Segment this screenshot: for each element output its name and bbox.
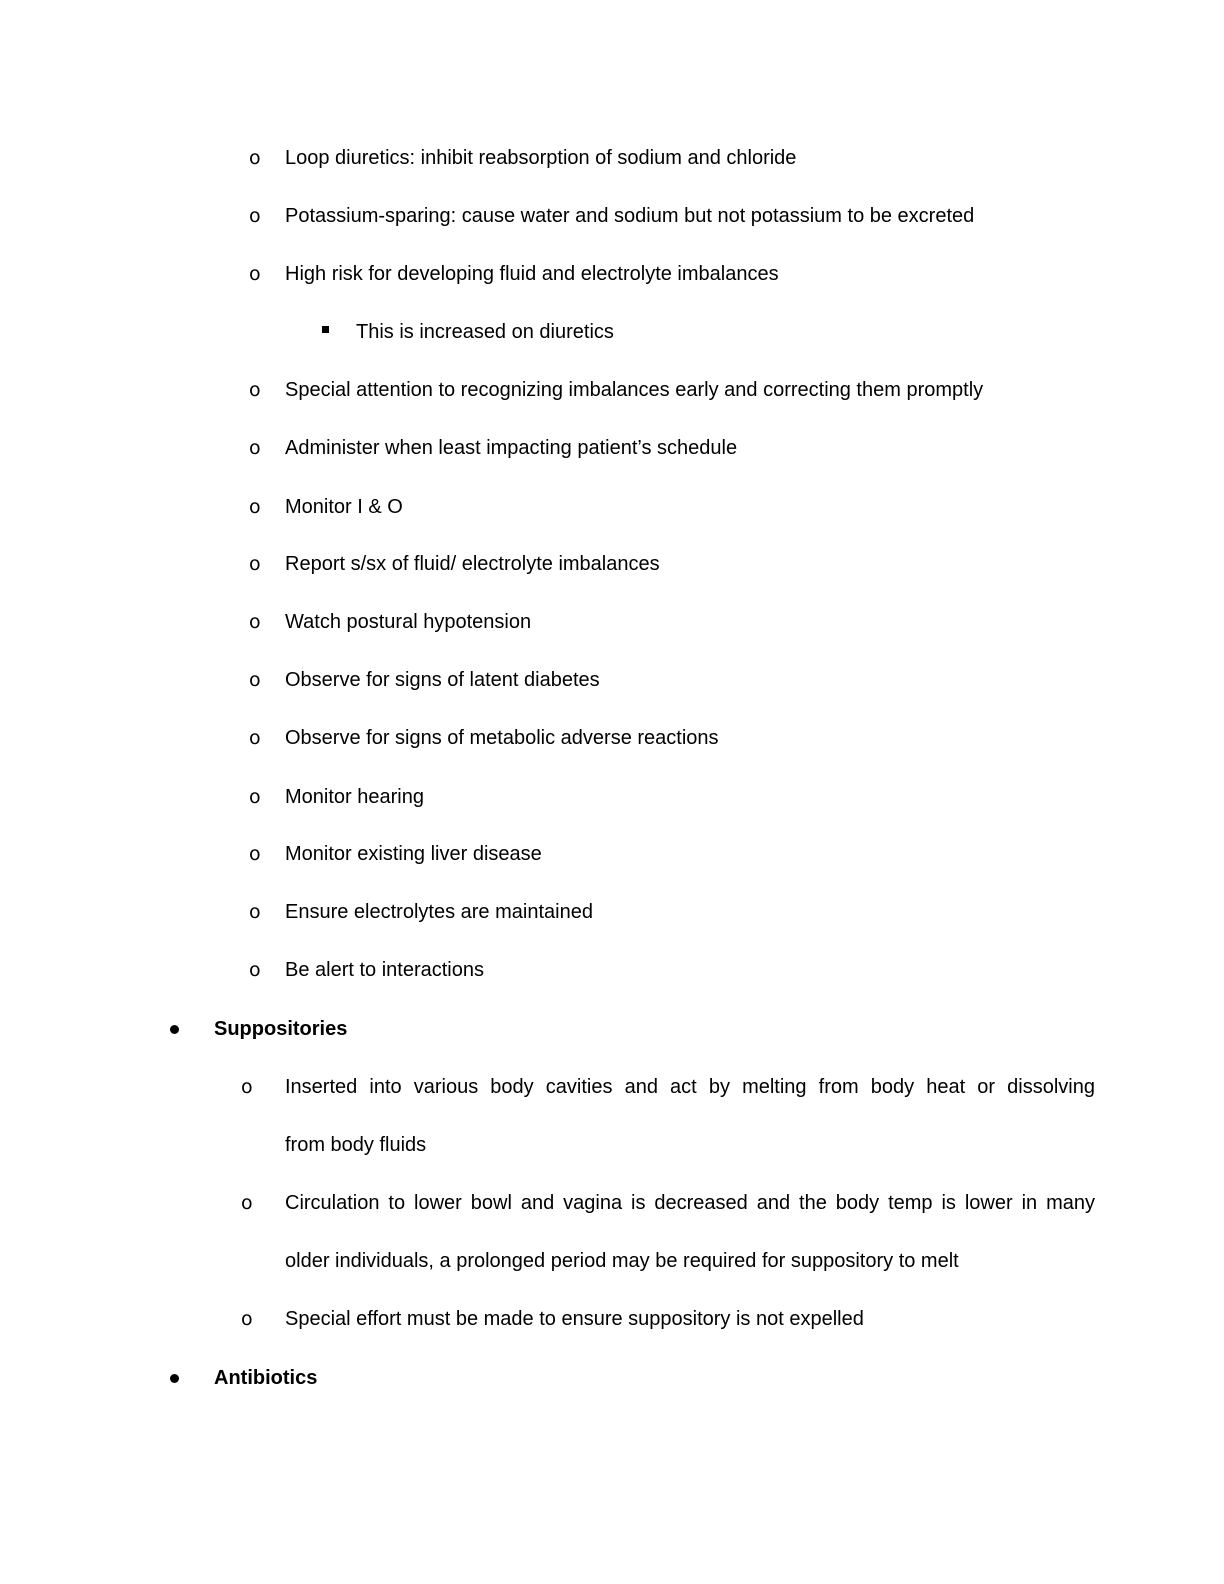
circle-bullet-icon: o (249, 959, 261, 981)
list-item: Ensure electrolytes are maintained (285, 901, 593, 923)
circle-bullet-icon: o (249, 553, 261, 575)
section-heading-suppositories: Suppositories (214, 1018, 348, 1040)
list-item: Monitor hearing (285, 786, 424, 808)
circle-bullet-icon: o (249, 263, 261, 285)
circle-bullet-icon: o (241, 1192, 253, 1214)
list-item-continuation: from body fluids (285, 1134, 427, 1156)
circle-bullet-icon: o (249, 843, 261, 865)
circle-bullet-icon: o (249, 669, 261, 691)
disc-bullet-icon (170, 1374, 179, 1383)
list-item: Be alert to interactions (285, 959, 484, 981)
circle-bullet-icon: o (249, 496, 261, 518)
list-item: Monitor existing liver disease (285, 843, 542, 865)
section-heading-antibiotics: Antibiotics (214, 1367, 318, 1389)
list-item: Observe for signs of latent diabetes (285, 669, 600, 691)
sub-list-item: This is increased on diuretics (356, 321, 614, 343)
circle-bullet-icon: o (249, 205, 261, 227)
circle-bullet-icon: o (249, 901, 261, 923)
circle-bullet-icon: o (249, 611, 261, 633)
list-item: Special effort must be made to ensure suppository is not expelled (285, 1308, 864, 1330)
circle-bullet-icon: o (249, 147, 261, 169)
circle-bullet-icon: o (249, 727, 261, 749)
list-item: Special attention to recognizing imbalances early and correcting them promptly (285, 379, 984, 401)
list-item: Report s/sx of fluid/ electrolyte imbalances (285, 553, 660, 575)
list-item-continuation: older individuals, a prolonged period may be required for suppository to melt (285, 1250, 959, 1272)
circle-bullet-icon: o (249, 379, 261, 401)
list-item: Watch postural hypotension (285, 611, 532, 633)
circle-bullet-icon: o (241, 1076, 253, 1098)
list-item: Observe for signs of metabolic adverse reactions (285, 727, 719, 749)
list-item: Circulation to lower bowl and vagina is decreased and the body temp is lower in many (285, 1192, 1095, 1214)
list-item: Loop diuretics: inhibit reabsorption of sodium and chloride (285, 147, 797, 169)
list-item: Inserted into various body cavities and act by melting from body heat or dissolving (285, 1076, 1095, 1098)
disc-bullet-icon (170, 1025, 179, 1034)
circle-bullet-icon: o (249, 786, 261, 808)
list-item: Administer when least impacting patient’s schedule (285, 437, 738, 459)
list-item: Potassium-sparing: cause water and sodium but not potassium to be excreted (285, 205, 975, 227)
list-item: High risk for developing fluid and electrolyte imbalances (285, 263, 779, 285)
list-item: Monitor I & O (285, 496, 403, 518)
circle-bullet-icon: o (249, 437, 261, 459)
circle-bullet-icon: o (241, 1308, 253, 1330)
square-bullet-icon (322, 326, 329, 333)
